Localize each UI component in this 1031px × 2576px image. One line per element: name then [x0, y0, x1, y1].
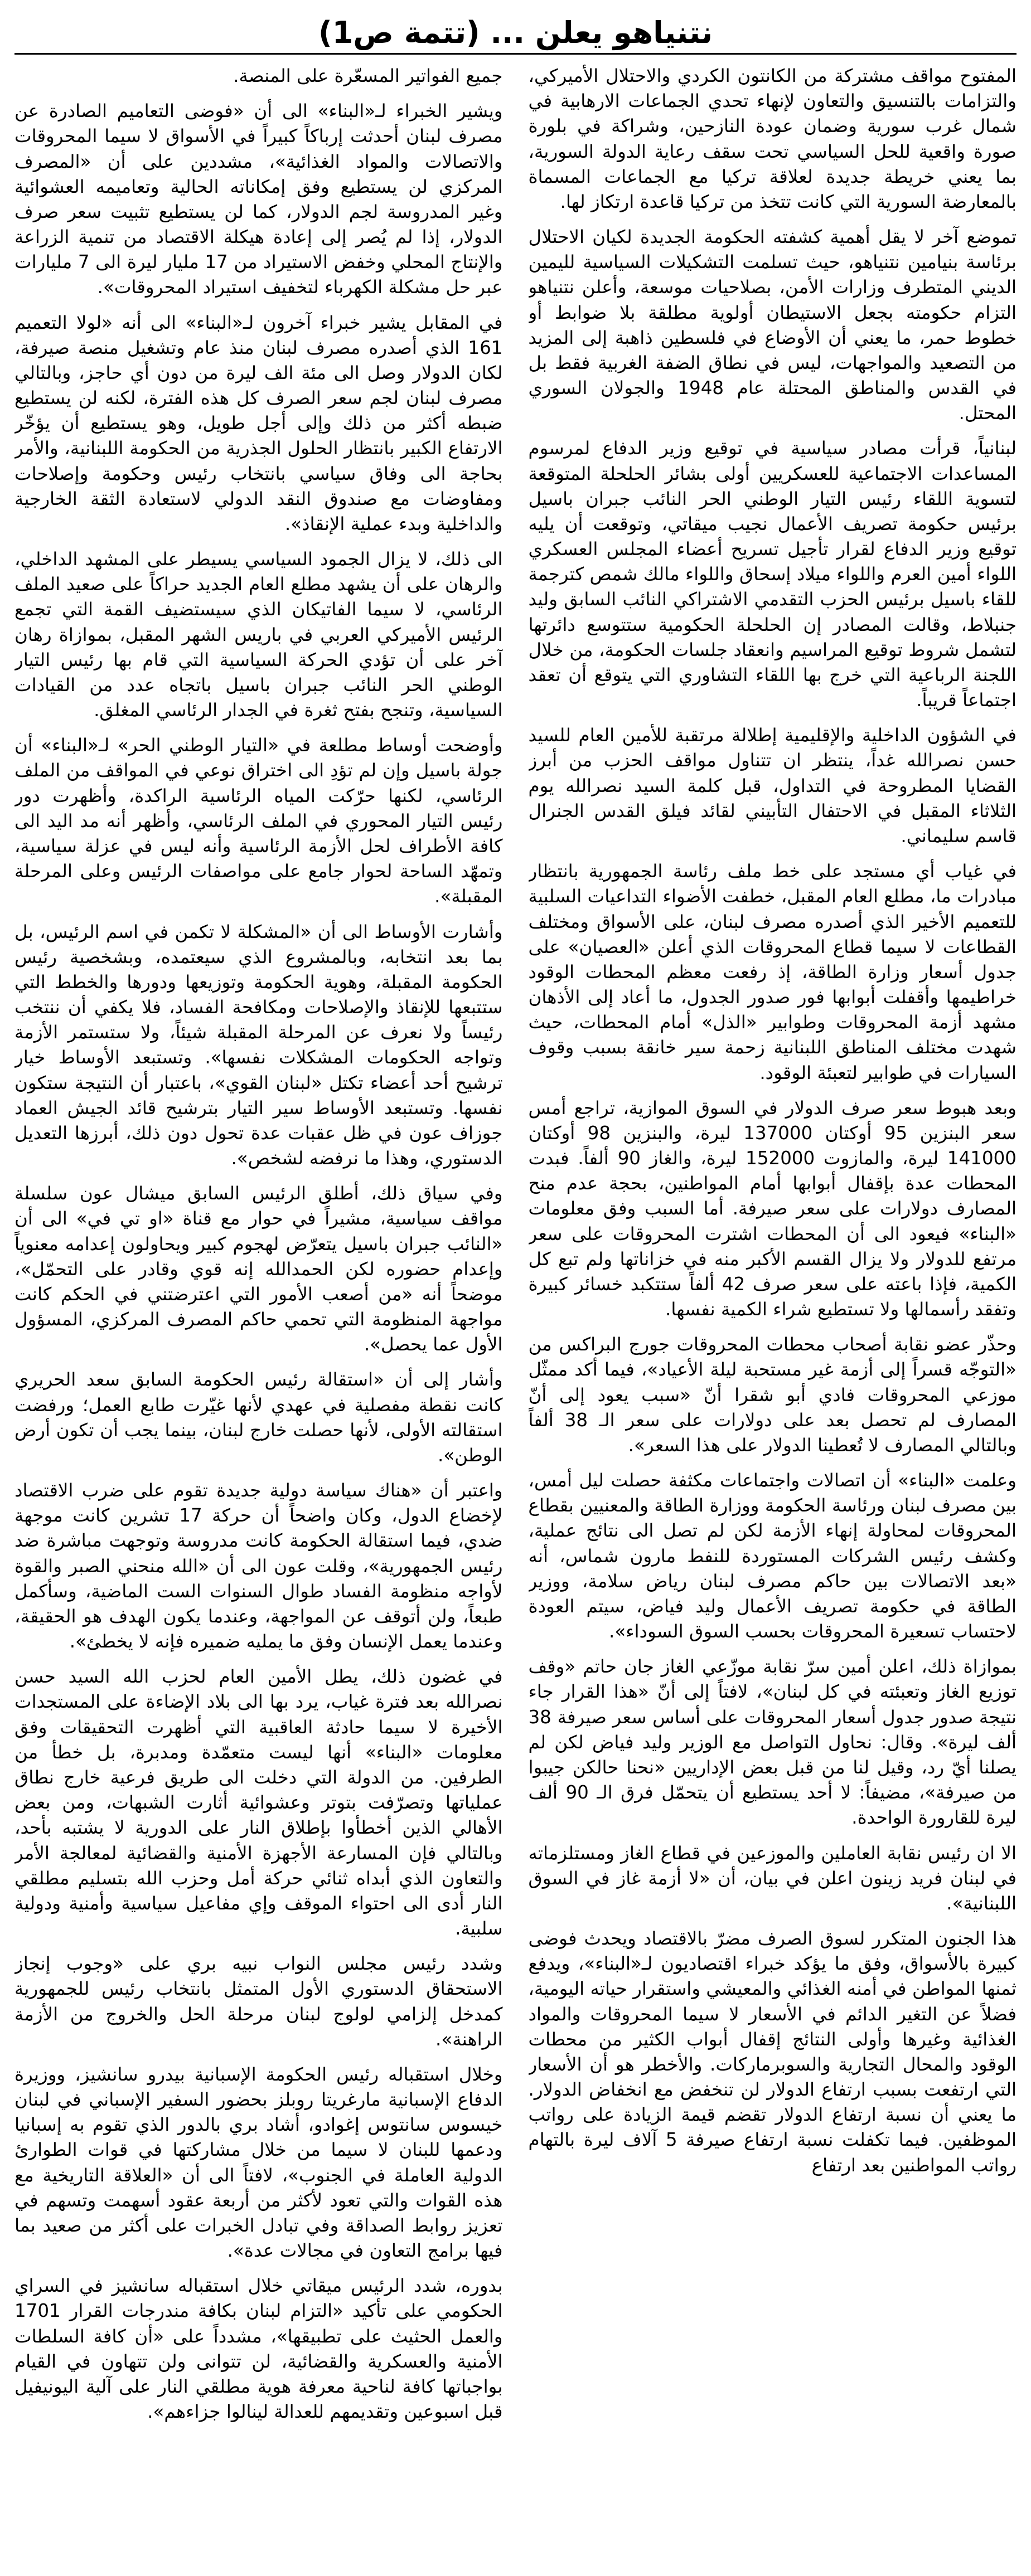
article-paragraph: المفتوح مواقف مشتركة من الكانتون الكردي والاحتلال الأميركي، والتزامات بالتنسيق والتعاون لإنهاء تحدي الجماعات الارهابية في شمال غرب سورية وضمان عودة النازحين، وشراكة في بلورة صورة واقعية للحل السياسي تحت سقف رعاية الدولة السورية، بما يعني خريطة جديدة لعلاقة تركيا مع الجماعات المسماة بالمعارضة السورية التي كانت تتخذ من تركيا قاعدة ارتكاز لها. — [528, 65, 1017, 212]
article-paragraph: وأشار إلى أن «استقالة رئيس الحكومة السابق سعد الحريري كانت نقطة مفصلية في عهدي لأنها غيّرت طابع العمل؛ ورفضت استقالته الأولى، لأنها حصلت خارج لبنان، بينما يجب أن تكون أرض الوطن». — [14, 1369, 503, 1466]
article-paragraph: في المقابل يشير خبراء آخرون لـ«البناء» الى أنه «لولا التعميم 161 الذي أصدره مصرف لبنان منذ عام وتشغيل منصة صيرفة، لكان الدولار وصل الى مئة الف ليرة من دون أي حاجز، وبالتالي مصرف لبنان لجم سعر الصرف كل هذه الفترة، لكنه لن يستطيع ضبطه أكثر من ذلك وإلى أجل طويل، وهو يستطيع أن يؤخّر الارتفاع الكبير بانتظار الحلول الجذرية من الحكومة اللبنانية، والأمر بحاجة الى وفاق سياسي بانتخاب رئيس وحكومة وإصلاحات ومفاوضات مع صندوق النقد الدولي لاستعادة الثقة الخارجية والداخلية وبدء عملية الإنقاذ». — [14, 312, 503, 534]
article-headline: نتنياهو يعلن ... (تتمة ص1) — [318, 15, 713, 50]
article-paragraph: وخلال استقباله رئيس الحكومة الإسبانية بيدرو سانشيز، ووزيرة الدفاع الإسبانية مارغريتا روبلز بحضور السفير الإسباني في لبنان خيسوس سانتوس إغوادو، أشاد بري بالدور الذي تقوم به إسبانيا ودعمها للبنان لا سيما من خلال مشاركتها في قوات الطوارئ الدولية العاملة في الجنوب»، لافتاً الى أن «العلاقة التاريخية مع هذه القوات والتي تعود لأكثر من أربعة عقود أسهمت وتسهم في تعزيز روابط الصداقة وفي تبادل الخبرات على أكثر من صعيد بما فيها برامج التعاون في مجالات عدة». — [14, 2063, 503, 2262]
text-column-right — [529, 64, 1017, 2572]
article-paragraph: في غياب أي مستجد على خط ملف رئاسة الجمهورية بانتظار مبادرات ما، مطلع العام المقبل، خطفت الأضواء التداعيات السلبية للتعميم الأخير الذي أصدره مصرف لبنان، على الأسواق ومختلف القطاعات لا سيما قطاع المحروقات الذي أعلن «العصيان» على جدول أسعار وزارة الطاقة، إذ رفعت معظم المحطات الوقود خراطيمها وأقفلت أبوابها فور صدور الجدول، ما أعاد إلى الأذهان مشهد أزمة المحروقات وطوابير «الذل» أمام المحطات، حيث شهدت مختلف المناطق اللبنانية زحمة سير خانقة بسبب وقوف السيارات في طوابير لتعبئة الوقود. — [528, 861, 1017, 1083]
article-paragraph: وبعد هبوط سعر صرف الدولار في السوق الموازية، تراجع أمس سعر البنزين 95 أوكتان 137000 ليرة، والبنزين 98 أوكتان 141000 ليرة، والمازوت 152000 ليرة، والغاز 90 ألفاً. فبدت المحطات عدة بإقفال أبوابها أمام المواطنين، بحجة عدم منح المصارف دولارات على سعر صيرفة. أما السبب وفق معلومات «البناء» فيعود الى أن المحطات اشترت المحروقات على سعر مرتفع للدولار ولا يزال القسم الأكبر منه في خزاناتها ولم تبع كل الكمية، فإذا باعته على سعر صرف 42 ألفاً ستتكبد خسائر كبيرة وتفقد رأسمالها ولا تستطيع شراء الكمية نفسها. — [528, 1097, 1017, 1320]
article-paragraph: وحذّر عضو نقابة أصحاب محطات المحروقات جورج البراكس من «التوجّه قسراً إلى أزمة غير مستحبة ليلة الأعياد»، فيما أكد ممثّل موزعي المحروقات فادي أبو شقرا أنّ «سبب يعود إلى أنّ المصارف لم تحصل بعد على دولارات على سعر الـ 38 ألفاً وبالتالي المصارف لا تُعطينا الدولار على هذا السعر». — [528, 1334, 1017, 1456]
article-paragraph: وأشارت الأوساط الى أن «المشكلة لا تكمن في اسم الرئيس، بل بما بعد انتخابه، وبالمشروع الذي سيعتمده، وبشخصية رئيس الحكومة المقبلة، وهوية الحكومة وتوزيعها ودورها والخطط التي ستتبعها للإنقاذ والإصلاحات ومكافحة الفساد، فلا يكفي أن ننتخب رئيساً ولا نعرف عن المرحلة المقبلة شيئاً، ولا ستستمر الأزمة وتواجه الحكومات المشكلات نفسها». وتستبعد الأوساط خيار ترشيح أحد أعضاء تكتل «لبنان القوي»، باعتبار أن النتيجة ستكون نفسها. وتستبعد الأوساط سير التيار بترشيح قائد الجيش العماد جوزاف عون في ظل عقبات عدة تحول دون ذلك، أبرزها التعديل الدستوري، وهذا ما نرفضه لشخص». — [14, 921, 503, 1169]
article-paragraph: في غضون ذلك، يطل الأمين العام لحزب الله السيد حسن نصرالله بعد فترة غياب، يرد بها الى بلاد الإضاءة على المستجدات الأخيرة لا سيما حادثة العاقبية التي أظهرت التحقيقات وفق معلومات «البناء» أنها ليست متعمّدة ومدبرة، بل خطأ من الطرفين. من الدولة التي دخلت الى طريق فرعية خارج نطاق عملياتها وتصرّفت بتوتر وعشوائية أثارت الشبهات، ومن بعض الأهالي الذين أخطأوا بإطلاق النار على الدورية لا يشتبه بأحد، وبالتالي فإن المسارعة الأجهزة الأمنية والقضائية لمعالجة الأمر والتعاون الذي أبداه ثنائي حركة أمل وحزب الله بتسليم مطلقي النار أدى الى احتواء الموقف وإي مفاعيل سياسية وأمنية ودولية سلبية. — [14, 1666, 503, 1940]
article-paragraph: لبنانياً، قرأت مصادر سياسية في توقيع وزير الدفاع لمرسوم المساعدات الاجتماعية للعسكريين أولى بشائر الحلحلة المتوقعة لتسوية اللقاء رئيس التيار الوطني الحر النائب جبران باسيل برئيس حكومة تصريف الأعمال نجيب ميقاتي، وتوقعت أن يليه توقيع وزير الدفاع لقرار تأجيل تسريح أعضاء المجلس العسكري اللواء أمين العرم واللواء ميلاد إسحاق واللواء مالك شمص كترجمة للقاء باسيل برئيس الحزب التقدمي الاشتراكي النائب السابق وليد جنبلاط، وقالت المصادر إن الحلحلة الحكومية ستتوسع دائرتها لتشمل شروط توقيع المراسيم وانعقاد جلسات الحكومة، من خلال اللجنة الرباعية التي خرج بها اللقاء التشاوري التي يتوقع أن تعقد اجتماعاً قريباً. — [528, 438, 1017, 711]
article-paragraph: بدوره، شدد الرئيس ميقاتي خلال استقباله سانشيز في السراي الحكومي على تأكيد «التزام لبنان بكافة مندرجات القرار 1701 والعمل الحثيث على تطبيقها»، مشدداً على «أن كافة السلطات الأمنية والعسكرية والقضائية، لن تتوانى ولن تتهاون في القيام بواجباتها كافة لناحية معرفة هوية مطلقي النار على آلية اليونيفيل قبل اسبوعين وتقديمهم للعدالة لينالوا جزاءهم». — [14, 2275, 503, 2423]
article-paragraph: جميع الفواتير المسعّرة على المنصة. — [233, 65, 503, 86]
article-paragraph: في الشؤون الداخلية والإقليمية إطلالة مرتقبة للأمين العام للسيد حسن نصرالله غداً، ينتظر ان تتناول مواقف الحزب من أبرز القضايا المطروحة في التداول، قبل كلمة السيد نصرالله يوم الثلاثاء المقبل في الاحتفال التأبيني لقائد فيلق القدس الجنرال قاسم سليماني. — [528, 725, 1017, 847]
text-column-left — [14, 64, 503, 2572]
article-paragraph: الا ان رئيس نقابة العاملين والموزعين في قطاع الغاز ومستلزماته في لبنان فريد زينون اعلن في بيان، أن «لا أزمة غاز في السوق اللبنانية». — [528, 1842, 1017, 1914]
article-paragraph: بموازاة ذلك، اعلن أمين سرّ نقابة موزّعي الغاز جان حاتم «وقف توزيع الغاز وتعبئته في كل لبنان»، لافتاً إلى أنّ «هذا القرار جاء نتيجة صدور جدول أسعار المحروقات على أساس سعر صيرفة 38 ألف ليرة». وقال: نحاول التواصل مع الوزير وليد فياض لكن لم يصلنا أيّ رد، وقيل لنا من قبل بعض الإداريين «نحنا حالكن جيبوا من صيرفة»، مضيفاً: لا أحد يستطيع أن يتحمّل فرق الـ 90 ألف ليرة للقارورة الواحدة. — [528, 1656, 1017, 1829]
article-paragraph: تموضع آخر لا يقل أهمية كشفته الحكومة الجديدة لكيان الاحتلال برئاسة بنيامين نتنياهو، حيث تسلمت التشكيلات السياسية لليمين الديني المتطرف وزارات الأمن، بصلاحيات موسعة، وأعلن نتنياهو التزام حكومته بجعل الاستيطان أولوية مطلقة بلا ضوابط أو خطوط حمر، ما يعني أن الأوضاع في فلسطين ذاهبة إلى المزيد من التصعيد والمواجهات، ليس في نطاق الضفة الغربية فقط بل في القدس والمناطق المحتلة عام 1948 والجولان السوري المحتل. — [528, 226, 1017, 424]
article-paragraph: واعتبر أن «هناك سياسة دولية جديدة تقوم على ضرب الاقتصاد لإخضاع الدول، وكان واضحاً أن حركة 17 تشرين كانت موجهة ضدي، فيما استقالة الحكومة كانت مدروسة وتوجهت مباشرة ضد رئيس الجمهورية»، وقلت عون الى أن «الله منحني الصبر والقوة لأواجه منظومة الفساد طوال السنوات الست الماضية، وسأكمل طبعاً، ولن أتوقف عن المواجهة، وعندما يكون الهدف هو الحقيقة، وعندما يعمل الإنسان وفق ما يمليه ضميره فإنه لا يخطئ». — [14, 1480, 503, 1652]
headline-bar — [14, 8, 1017, 58]
article-paragraph: وأوضحت أوساط مطلعة في «التيار الوطني الحر» لـ«البناء» أن جولة باسيل وإن لم تؤدِ الى اختراق نوعي في المواقف من الملف الرئاسي، لكنها حرّكت المياه الرئاسية الراكدة، وأظهرت دور رئيس التيار المحوري في الملف الرئاسي، وأظهر أنه مد اليد الى كافة الأطراف لحل الأزمة الرئاسية وأنه ليس في عزلة سياسية، وتمهّد الساحة لحوار جامع على مواصفات الرئيس وعلى المرحلة المقبلة». — [14, 735, 503, 907]
article-paragraph: وشدد رئيس مجلس النواب نبيه بري على «وجوب إنجاز الاستحقاق الدستوري الأول المتمثل بانتخاب رئيس للجمهورية كمدخل إلزامي لولوج لبنان مرحلة الحل والخروج من الأزمة الراهنة». — [14, 1953, 503, 2050]
article-columns — [14, 64, 1017, 2572]
article-paragraph: ويشير الخبراء لـ«البناء» الى أن «فوضى التعاميم الصادرة عن مصرف لبنان أحدثت إرباكاً كبيراً في الأسواق لا سيما المحروقات والاتصالات والمواد الغذائية»، مشددين على أن «المصرف المركزي لن يستطيع وفق إمكاناته الحالية وتعاميمه العشوائية وغير المدروسة لجم الدولار، كما لن يستطيع تثبيت سعر صرف الدولار، إذا لم يُصر إلى إعادة هيكلة الاقتصاد من تنمية الزراعة والإنتاج المحلي وخفض الاستيراد من 17 مليار ليرة الى 7 مليارات عبر حل مشكلة الكهرباء لتخفيف استيراد المحروقات». — [14, 100, 503, 298]
article-paragraph: وفي سياق ذلك، أطلق الرئيس السابق ميشال عون سلسلة مواقف سياسية، مشيراً في حوار مع قناة «او تي في» الى أن «النائب جبران باسيل يتعرّض لهجوم كبير ويحاولون إعدامه معنوياً وإعدام حضوره لكن الحمدالله إنه قوي وقادر على التحمّل»، موضحاً أنه «من أصعب الأمور التي اعترضتني في الحكم كانت مواجهة المنظومة التي تحمي حاكم المصرف المركزي، المسؤول الأول عما يحصل». — [14, 1183, 503, 1355]
article-paragraph: الى ذلك، لا يزال الجمود السياسي يسيطر على المشهد الداخلي، والرهان على أن يشهد مطلع العام الجديد حراكاً على صعيد الملف الرئاسي، لا سيما الفاتيكان الذي سيستضيف القمة التي تجمع الرئيس الأميركي العربي في باريس الشهر المقبل، بموازاة رهان آخر على أن تؤدي الحركة السياسية التي قام بها رئيس التيار الوطني الحر النائب جبران باسيل باتجاه عدد من القيادات السياسية، وتنجح بفتح ثغرة في الجدار الرئاسي المغلق. — [14, 548, 503, 721]
article-paragraph: هذا الجنون المتكرر لسوق الصرف مضرّ بالاقتصاد ويحدث فوضى كبيرة بالأسواق، وفق ما يؤكد خبراء اقتصاديون لـ«البناء»، ويدفع ثمنها المواطن في أمنه الغذائي والمعيشي واستقرار حياته اليومية، فضلاً عن التغير الدائم في الأسعار لا سيما المحروقات والمواد الغذائية وغيرها وأولى النتائج إقفال أبواب الكثير من محطات الوقود والمحال التجارية والسوبرماركات. والأخطر هو أن الأسعار التي ارتفعت بسبب ارتفاع الدولار لن تنخفض مع انخفاض الدولار. ما يعني أن نسبة ارتفاع الدولار تقضم قيمة الزيادة على رواتب الموظفين. فيما تكفلت نسبة ارتفاع صيرفة 5 آلاف ليرة بالتهام رواتب المواطنين بعد ارتفاع — [528, 1928, 1017, 2176]
article-paragraph: وعلمت «البناء» أن اتصالات واجتماعات مكثفة حصلت ليل أمس، بين مصرف لبنان ورئاسة الحكومة ووزارة الطاقة والمعنيين بقطاع المحروقات لمحاولة إنهاء الأزمة لكن لم تصل الى نتائج عملية، وكشف رئيس الشركات المستوردة للنفط مارون شماس، أنه «بعد الاتصالات بين حاكم مصرف لبنان رياض سلامة، ووزير الطاقة في حكومة تصريف الأعمال وليد فياض، سيتم العودة لاحتساب تسعيرة المحروقات بحسب السوق السوداء». — [528, 1470, 1017, 1642]
